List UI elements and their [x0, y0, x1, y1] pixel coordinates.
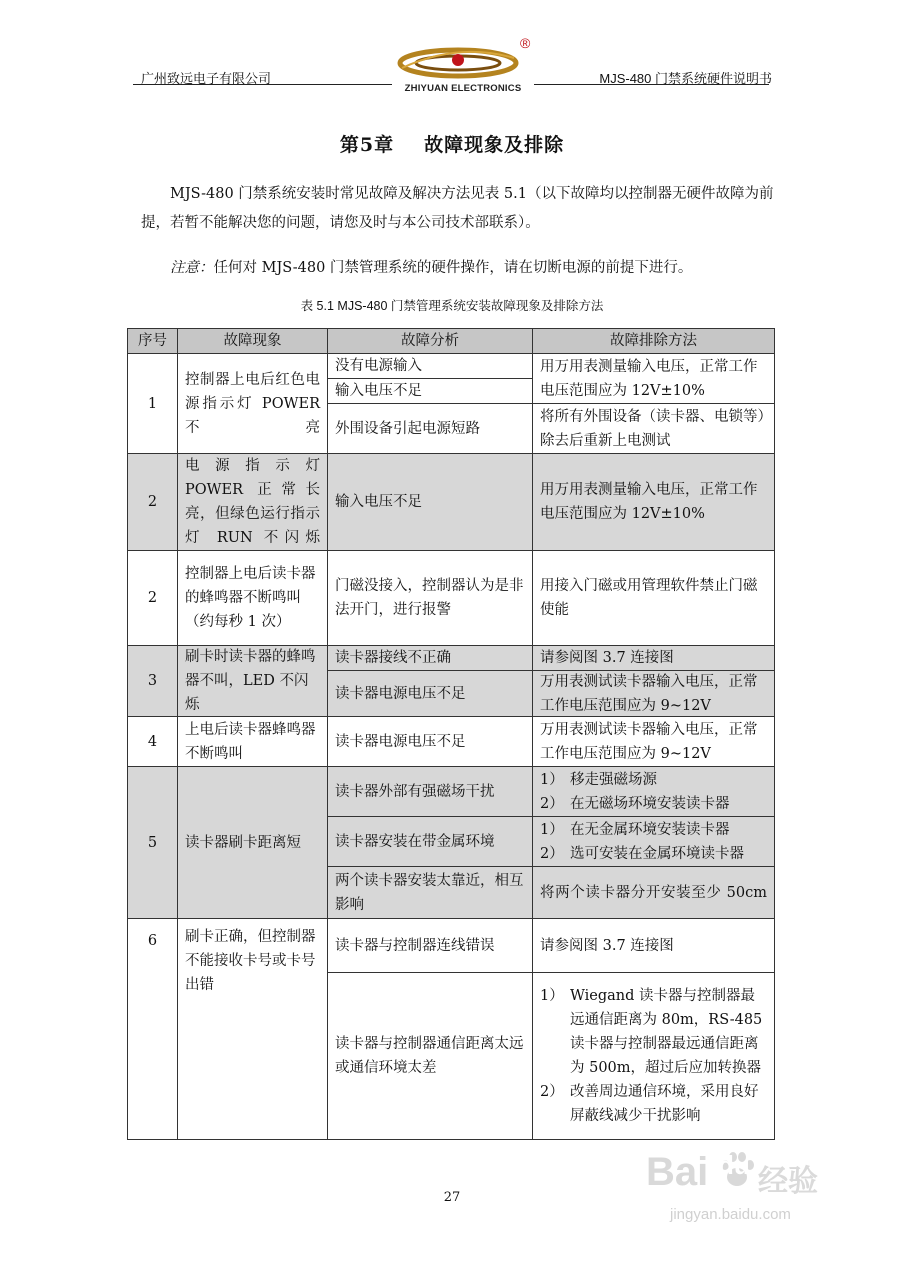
list-item: 2） 在无磁场环境安装读卡器	[540, 795, 730, 812]
header-doc-title: MJS-480 门禁系统硬件说明书	[599, 71, 772, 86]
table-row-1-cause-1: 没有电源输入	[328, 354, 533, 379]
table-row-7-fix-2	[533, 973, 774, 1139]
table-row-6-cause-3: 两个读卡器安装太靠近，相互影响	[328, 867, 533, 919]
company-logo	[392, 35, 534, 98]
table-row-2-symptom: 电源指示灯 POWER 正常长亮，但绿色运行指示灯 RUN 不闪烁	[178, 454, 328, 551]
table-row-4-cause-2: 读卡器电源电压不足	[328, 671, 533, 717]
logo-text: ZHIYUAN ELECTRONICS	[404, 83, 522, 94]
table-row-1-no: 1	[128, 354, 178, 454]
table-row-6-cause-2: 读卡器安装在带金属环境	[328, 817, 533, 867]
table-row-1-cause-2: 输入电压不足	[328, 379, 533, 404]
table-header-fix: 故障排除方法	[533, 329, 774, 354]
table-row-2-no: 2	[128, 454, 178, 551]
table-row-7-no: 6	[128, 919, 178, 1139]
table-row-6-fix-1	[533, 767, 774, 817]
table-row-1-fix-1: 用万用表测量输入电压，正常工作电压范围应为 12V±10%	[533, 354, 774, 404]
table-row-4-fix-2: 万用表测试读卡器输入电压，正常工作电压范围应为 9~12V	[533, 671, 774, 717]
table-row-6-symptom: 读卡器刷卡距离短	[178, 767, 328, 919]
table-row-4-cause-1: 读卡器接线不正确	[328, 646, 533, 671]
table-row-6-fix-2	[533, 817, 774, 867]
table-row-4-fix-1: 请参阅图 3.7 连接图	[533, 646, 774, 671]
table-row-1-symptom: 控制器上电后红色电源指示灯 POWER 不亮	[178, 354, 328, 454]
registered-mark: ®	[520, 35, 531, 51]
table-caption: 表 5.1 MJS-480 门禁管理系统安装故障现象及排除方法	[300, 299, 604, 313]
logo-swoosh-icon	[392, 38, 534, 84]
fault-table	[127, 328, 775, 1140]
table-row-1-fix-2: 将所有外围设备（读卡器、电锁等）除去后重新上电测试	[533, 404, 774, 454]
table-row-7-cause-2: 读卡器与控制器通信距离太远或通信环境太差	[328, 973, 533, 1139]
watermark-brand: Bai	[646, 1150, 709, 1194]
table-row-1-cause-3: 外围设备引起电源短路	[328, 404, 533, 454]
table-row-5-symptom: 上电后读卡器蜂鸣器不断鸣叫	[178, 717, 328, 767]
header-company: 广州致远电子有限公司	[141, 72, 272, 87]
table-row-2-cause: 输入电压不足	[328, 454, 533, 551]
watermark-du: du	[718, 1150, 750, 1180]
list-item: 1） 移走强磁场源	[540, 771, 657, 788]
note-text: 任何对 MJS-480 门禁管理系统的硬件操作，请在切断电源的前提下进行。	[213, 260, 693, 276]
list-item: 1） Wiegand 读卡器与控制器最远通信距离为 80m，RS-485 读卡器与控制器最远通信距离为 500m，超过后应加转换器	[540, 988, 763, 1076]
table-row-6-fix-3: 将两个读卡器分开安装至少 50cm	[533, 867, 774, 919]
table-row-3-no: 2	[128, 551, 178, 646]
table-row-5-no: 4	[128, 717, 178, 767]
chapter-title	[0, 130, 904, 157]
table-row-3-fix: 用接入门磁或用管理软件禁止门磁使能	[533, 551, 774, 646]
table-row-7-symptom: 刷卡正确，但控制器不能接收卡号或卡号出错	[178, 919, 328, 1139]
baidu-watermark	[646, 1146, 856, 1246]
table-header-symptom: 故障现象	[178, 329, 328, 354]
list-item: 1） 在无金属环境安装读卡器	[540, 821, 730, 838]
table-row-5-cause: 读卡器电源电压不足	[328, 717, 533, 767]
intro-paragraph: MJS-480 门禁系统安装时常见故障及解决方法见表 5.1（以下故障均以控制器无硬件故障为前提，若暂不能解决您的问题，请您及时与本公司技术部联系）。	[141, 186, 774, 231]
chapter-name: 故障现象及排除	[424, 134, 565, 156]
page-number: 27	[443, 1190, 461, 1205]
table-header-cause: 故障分析	[328, 329, 533, 354]
table-row-5-fix: 万用表测试读卡器输入电压，正常工作电压范围应为 9~12V	[533, 717, 774, 767]
list-item: 2） 改善周边通信环境，采用良好屏蔽线减少干扰影响	[540, 1084, 759, 1124]
watermark-url: jingyan.baidu.com	[670, 1206, 791, 1223]
note-paragraph	[141, 254, 781, 283]
watermark-cn: 经验	[758, 1164, 818, 1199]
table-row-6-cause-1: 读卡器外部有强磁场干扰	[328, 767, 533, 817]
table-row-3-symptom: 控制器上电后读卡器的蜂鸣器不断鸣叫（约每秒 1 次）	[178, 551, 328, 646]
table-row-2-fix: 用万用表测量输入电压，正常工作电压范围应为 12V±10%	[533, 454, 774, 551]
table-row-6-no: 5	[128, 767, 178, 919]
table-row-7-cause-1: 读卡器与控制器连线错误	[328, 919, 533, 973]
chapter-number: 第5章	[339, 134, 395, 156]
table-row-4-symptom: 刷卡时读卡器的蜂鸣器不叫，LED 不闪烁	[178, 646, 328, 717]
table-header-no: 序号	[128, 329, 178, 354]
table-row-7-fix-1: 请参阅图 3.7 连接图	[533, 919, 774, 973]
table-row-4-no: 3	[128, 646, 178, 717]
table-row-3-cause: 门磁没接入，控制器认为是非法开门，进行报警	[328, 551, 533, 646]
note-label: 注意：	[170, 260, 214, 276]
list-item: 2） 选可安装在金属环境读卡器	[540, 845, 744, 862]
